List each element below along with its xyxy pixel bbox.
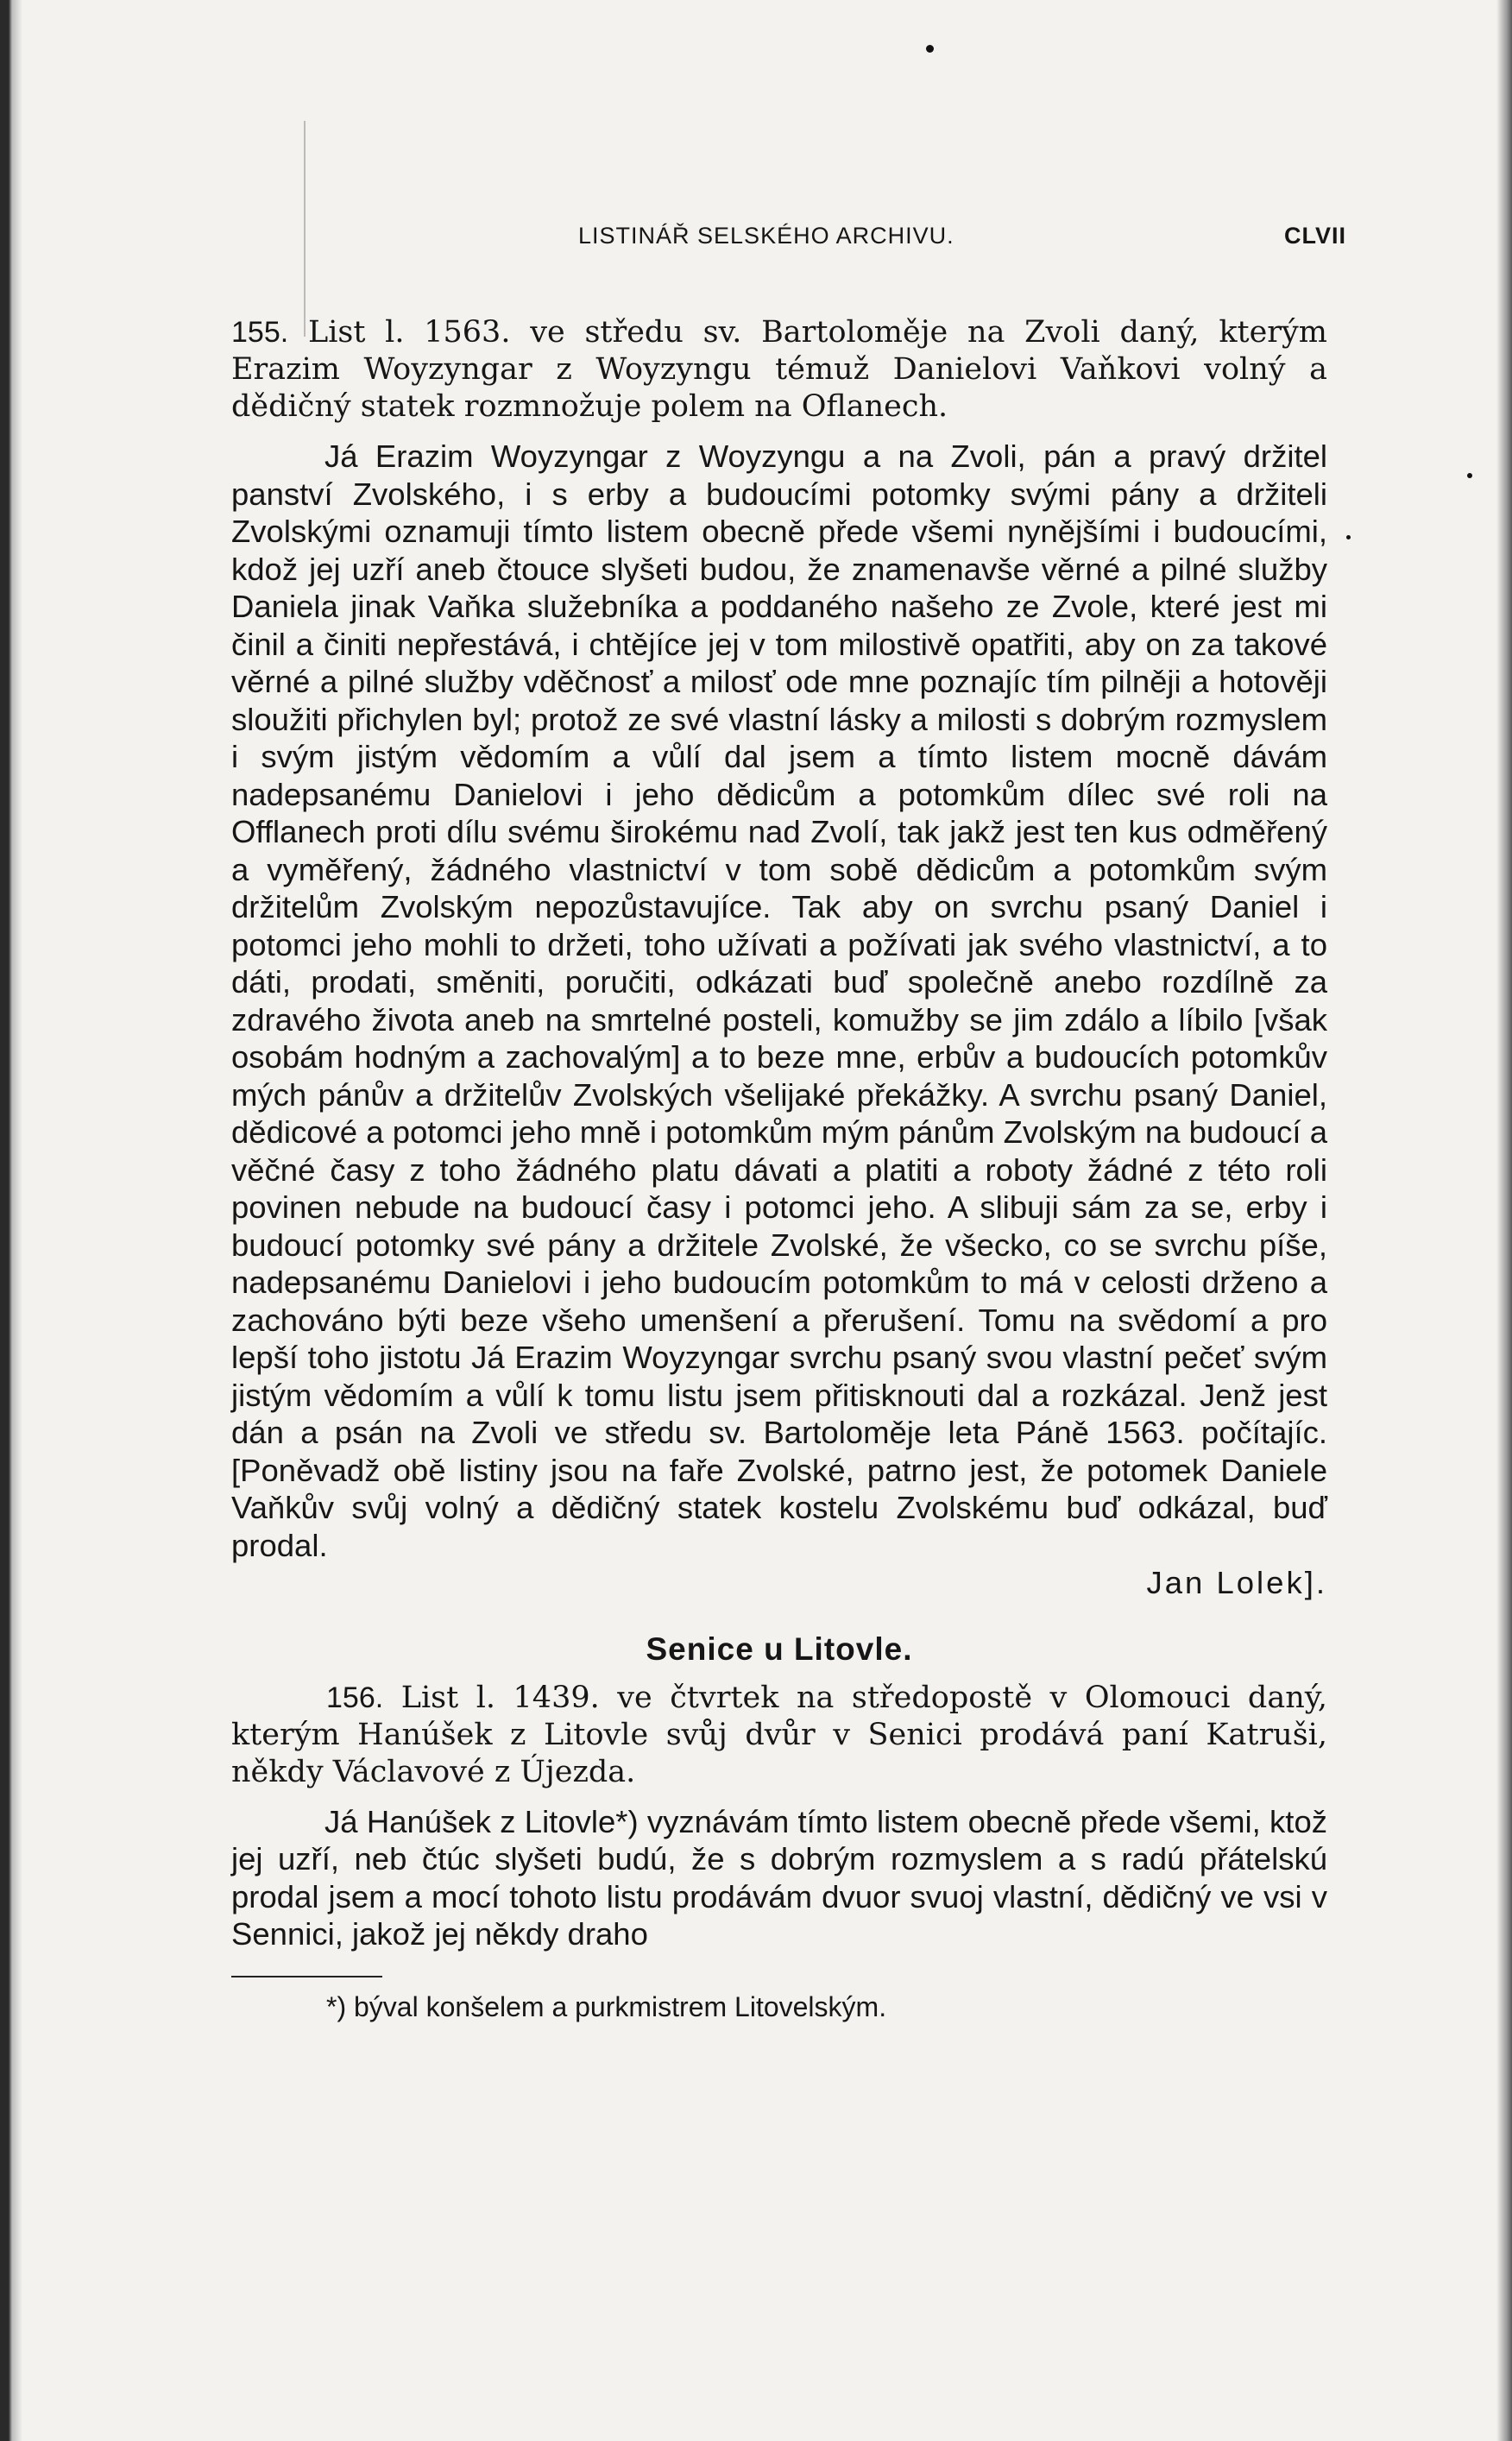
- document-155-signature: Jan Lolek].: [1146, 1565, 1327, 1600]
- document-155-heading: [231, 314, 1327, 426]
- section-title: Senice u Litovle.: [646, 1630, 913, 1667]
- page-header: [578, 223, 1346, 257]
- footnote: *) býval konšelem a purkmistrem Litovelským.: [326, 1990, 887, 2022]
- document-156-body: Já Hanúšek z Litovle*) vyznávám tímto listem obecně přede všemi, ktož jej uzří, neb čtúc slyšeti budú, že s dobrým rozmyslem a s radú přátelskú prodal jsem a mocí tohoto listu prodávám dvuor svuoj vlastní, dědičný ve vsi v Sennici, jakož jej někdy draho: [231, 1803, 1327, 1952]
- document-155-body-text: Já Erazim Woyzyngar z Woyzyngu a na Zvoli, pán a pravý držitel panství Zvolského, i s erby a budoucími potomky svými pány a držiteli Zvolskými oznamuji tímto listem obecně přede všemi nynějšími i budoucími, kdož jej uzří aneb čtouce slyšeti budou, že znamenavše věrné a pilné služby Daniela jinak Vaňka služebníka a poddaného našeho ze Zvole, které jest mi činil a činiti nepřestává, i chtějíce jej v tom milostivě opatřiti, aby on za takové věrné a pilné služby vděčnosť a milosť ode mne poznajíc tím pilněji a hotověji sloužiti přichylen byl; protož ze své vlastní lásky a milosti s dobrým rozmyslem i svým jistým vědomím a vůlí dal jsem a tímto listem mocně dávám nadepsanému Danielovi i jeho dědicům a potomkům dílec své roli na Offlanech proti dílu svému širokému nad Zvolí, tak jakž jest ten kus odměřený a vyměřený, žádného vlastnictví v tom sobě dědicům a potomkům svým držitelům Zvolským nepozůstavujíce. Tak aby on svrchu psaný Daniel i potomci jeho mohli to držeti, toho užívati a požívati jak svého vlastnictví, a to dáti, prodati, směniti, poručiti, odkázati buď společně anebo rozdílně za zdravého života aneb na smrtelné posteli, komužby se jim zdálo a líbilo [však osobám hodným a zachovalým] a to beze mne, erbův a budoucích potomkův mých pánův a držitelův Zvolských všelijaké překážky. A svrchu psaný Daniel, dědicové a potomci jeho mně i potomkům mým pánům Zvolským na budoucí a věčné časy z toho žádného platu dávati a platiti a roboty žádné z této roli povinen nebude na budoucí časy i potomci jeho. A slibuji sám za se, erby i budoucí potomky své pány a držitele Zvolské, že všecko, co se svrchu píše, nadepsanému Danielovi i jeho budoucím potomkům to má v celosti drženo a zachováno býti beze všeho umenšení a přerušení. Tomu na svědomí a pro lepší toho jistotu Já Erazim Woyzyngar svrchu psaný svou vlastní pečeť svým jistým vědomím a vůlí k tomu listu jsem přitisknouti dal a rozkázal. Jenž jest dán a psán na Zvoli ve středu sv. Bartoloměje leta Páně 1563. počítajíc. [Poněvadž obě listiny jsou na faře Zvolské, patrno jest, že potomek Daniele Vaňkův svůj volný a dědičný statek kostelu Zvolskému buď odkázal, buď prodal.: [231, 438, 1327, 1563]
- margin-mark: [304, 121, 306, 337]
- document-155-heading-text: List l. 1563. ve středu sv. Bartoloměje na Zvoli daný, kterým Erazim Woyzyngar z Woyzyngu témuž Danielovi Vaňkovi volný a dědičný statek rozmnožuje polem na Oflanech.: [231, 315, 1327, 424]
- scan-right-edge: [1496, 0, 1512, 2441]
- ink-speck: [1346, 535, 1351, 539]
- scan-left-edge: [0, 0, 22, 2441]
- footnote-divider: [231, 1976, 382, 1977]
- document-155-number: 155.: [231, 316, 289, 349]
- document-155-body: [231, 438, 1327, 1602]
- document-156-heading-text: List l. 1439. ve čtvrtek na středopostě v Olomouci daný, kterým Hanúšek z Litovle svůj dvůr v Senici prodává paní Katruši, někdy Václavové z Újezda.: [231, 1680, 1327, 1789]
- page-content: [231, 314, 1327, 2024]
- ink-speck: [926, 45, 934, 53]
- document-156-heading: [231, 1680, 1327, 1791]
- document-156-number: 156.: [326, 1681, 384, 1714]
- running-title: LISTINÁŘ SELSKÉHO ARCHIVU.: [578, 223, 954, 249]
- ink-speck: [1467, 473, 1472, 478]
- page-number: CLVII: [1284, 223, 1346, 249]
